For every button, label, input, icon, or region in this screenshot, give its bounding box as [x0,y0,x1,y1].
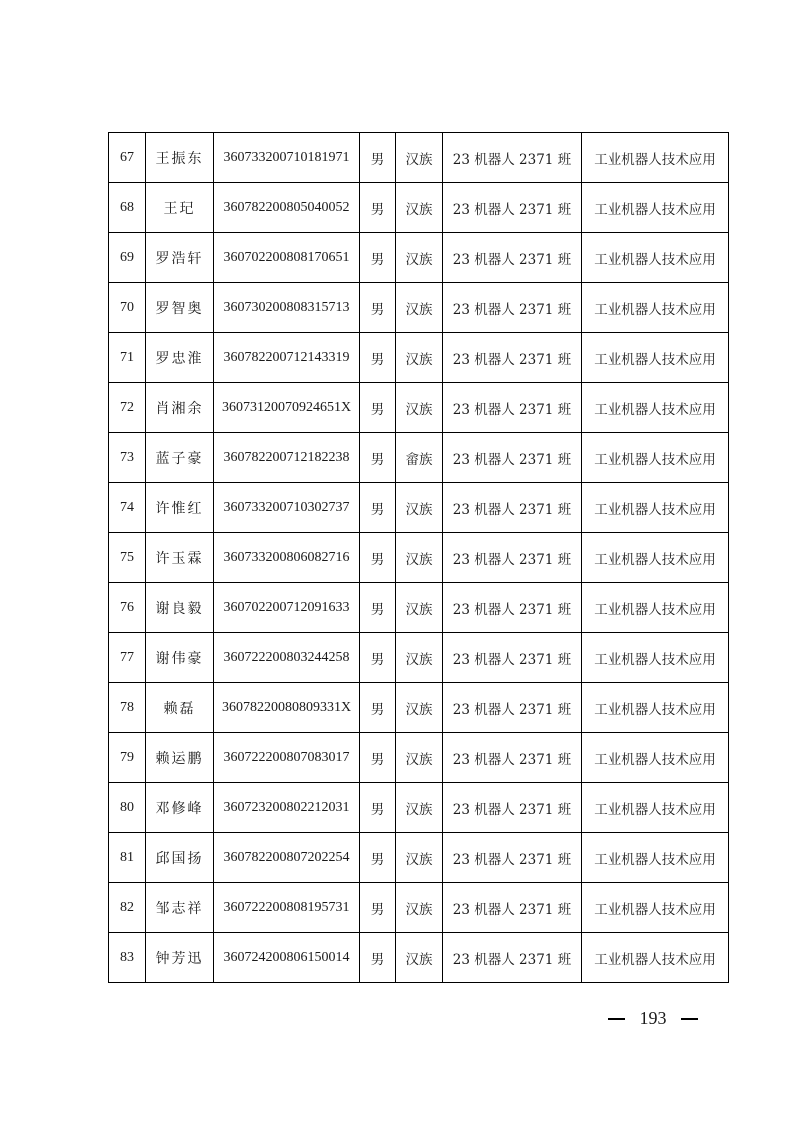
gender-cell: 男 [360,783,396,833]
table-row [109,783,729,833]
ethnicity-cell: 汉族 [396,633,443,683]
ethnicity-cell: 汉族 [396,283,443,333]
ethnicity-cell: 汉族 [396,533,443,583]
id-number-cell: 360733200710302737 [214,483,360,533]
ethnicity-cell: 汉族 [396,933,443,983]
page-footer [608,1008,698,1029]
ethnicity-cell: 汉族 [396,483,443,533]
row-number-cell: 77 [109,633,146,683]
table-row [109,683,729,733]
table-row [109,333,729,383]
table-row [109,183,729,233]
student-name-cell: 肖湘余 [146,383,214,433]
row-number-cell: 83 [109,933,146,983]
gender-cell: 男 [360,433,396,483]
major-cell: 工业机器人技术应用 [582,683,729,733]
class-name-cell: 23 机器人 2371 班 [443,533,582,583]
gender-cell: 男 [360,633,396,683]
row-number-cell: 76 [109,583,146,633]
id-number-cell: 360782200807202254 [214,833,360,883]
gender-cell: 男 [360,183,396,233]
gender-cell: 男 [360,733,396,783]
major-cell: 工业机器人技术应用 [582,233,729,283]
table-row [109,383,729,433]
class-name-cell: 23 机器人 2371 班 [443,783,582,833]
ethnicity-cell: 汉族 [396,233,443,283]
table-row [109,483,729,533]
student-name-cell: 邹志祥 [146,883,214,933]
table-row [109,633,729,683]
ethnicity-cell: 汉族 [396,383,443,433]
id-number-cell: 360702200712091633 [214,583,360,633]
student-name-cell: 罗忠淮 [146,333,214,383]
id-number-cell: 360733200710181971 [214,133,360,183]
row-number-cell: 82 [109,883,146,933]
row-number-cell: 81 [109,833,146,883]
id-number-cell: 360724200806150014 [214,933,360,983]
gender-cell: 男 [360,583,396,633]
major-cell: 工业机器人技术应用 [582,433,729,483]
gender-cell: 男 [360,883,396,933]
row-number-cell: 68 [109,183,146,233]
table-row [109,433,729,483]
major-cell: 工业机器人技术应用 [582,533,729,583]
student-name-cell: 许惟红 [146,483,214,533]
table-row [109,733,729,783]
class-name-cell: 23 机器人 2371 班 [443,733,582,783]
roster-body [109,133,729,983]
ethnicity-cell: 畲族 [396,433,443,483]
row-number-cell: 79 [109,733,146,783]
major-cell: 工业机器人技术应用 [582,783,729,833]
id-number-cell: 360733200806082716 [214,533,360,583]
row-number-cell: 78 [109,683,146,733]
id-number-cell: 360702200808170651 [214,233,360,283]
student-name-cell: 王玘 [146,183,214,233]
major-cell: 工业机器人技术应用 [582,183,729,233]
major-cell: 工业机器人技术应用 [582,333,729,383]
student-name-cell: 王振东 [146,133,214,183]
row-number-cell: 70 [109,283,146,333]
major-cell: 工业机器人技术应用 [582,283,729,333]
id-number-cell: 36078220080809331X [214,683,360,733]
gender-cell: 男 [360,233,396,283]
ethnicity-cell: 汉族 [396,333,443,383]
row-number-cell: 75 [109,533,146,583]
student-name-cell: 赖磊 [146,683,214,733]
table-row [109,583,729,633]
class-name-cell: 23 机器人 2371 班 [443,583,582,633]
class-name-cell: 23 机器人 2371 班 [443,483,582,533]
table-row [109,133,729,183]
class-name-cell: 23 机器人 2371 班 [443,333,582,383]
student-roster-table [108,132,729,983]
ethnicity-cell: 汉族 [396,733,443,783]
major-cell: 工业机器人技术应用 [582,733,729,783]
class-name-cell: 23 机器人 2371 班 [443,433,582,483]
gender-cell: 男 [360,683,396,733]
class-name-cell: 23 机器人 2371 班 [443,633,582,683]
id-number-cell: 360722200803244258 [214,633,360,683]
student-name-cell: 许玉霖 [146,533,214,583]
major-cell: 工业机器人技术应用 [582,383,729,433]
table-row [109,833,729,883]
class-name-cell: 23 机器人 2371 班 [443,183,582,233]
class-name-cell: 23 机器人 2371 班 [443,933,582,983]
gender-cell: 男 [360,283,396,333]
ethnicity-cell: 汉族 [396,833,443,883]
dash-right [681,1018,698,1020]
id-number-cell: 360722200807083017 [214,733,360,783]
student-name-cell: 罗智奥 [146,283,214,333]
row-number-cell: 74 [109,483,146,533]
class-name-cell: 23 机器人 2371 班 [443,133,582,183]
row-number-cell: 69 [109,233,146,283]
ethnicity-cell: 汉族 [396,183,443,233]
table-row [109,933,729,983]
table-row [109,883,729,933]
table-row [109,533,729,583]
class-name-cell: 23 机器人 2371 班 [443,233,582,283]
ethnicity-cell: 汉族 [396,583,443,633]
major-cell: 工业机器人技术应用 [582,833,729,883]
class-name-cell: 23 机器人 2371 班 [443,283,582,333]
student-name-cell: 蓝子豪 [146,433,214,483]
student-name-cell: 钟芳迅 [146,933,214,983]
ethnicity-cell: 汉族 [396,683,443,733]
id-number-cell: 360782200712143319 [214,333,360,383]
gender-cell: 男 [360,333,396,383]
page-number: 193 [639,1008,667,1028]
ethnicity-cell: 汉族 [396,883,443,933]
major-cell: 工业机器人技术应用 [582,483,729,533]
gender-cell: 男 [360,533,396,583]
id-number-cell: 360730200808315713 [214,283,360,333]
student-name-cell: 邱国扬 [146,833,214,883]
major-cell: 工业机器人技术应用 [582,133,729,183]
id-number-cell: 360782200712182238 [214,433,360,483]
id-number-cell: 36073120070924651X [214,383,360,433]
ethnicity-cell: 汉族 [396,783,443,833]
major-cell: 工业机器人技术应用 [582,633,729,683]
gender-cell: 男 [360,833,396,883]
major-cell: 工业机器人技术应用 [582,933,729,983]
student-name-cell: 赖运鹏 [146,733,214,783]
student-name-cell: 谢良毅 [146,583,214,633]
row-number-cell: 80 [109,783,146,833]
major-cell: 工业机器人技术应用 [582,583,729,633]
id-number-cell: 360782200805040052 [214,183,360,233]
id-number-cell: 360723200802212031 [214,783,360,833]
student-name-cell: 罗浩轩 [146,233,214,283]
row-number-cell: 71 [109,333,146,383]
dash-left [608,1018,625,1020]
ethnicity-cell: 汉族 [396,133,443,183]
student-name-cell: 谢伟豪 [146,633,214,683]
gender-cell: 男 [360,483,396,533]
class-name-cell: 23 机器人 2371 班 [443,883,582,933]
row-number-cell: 73 [109,433,146,483]
major-cell: 工业机器人技术应用 [582,883,729,933]
row-number-cell: 67 [109,133,146,183]
table-row [109,233,729,283]
class-name-cell: 23 机器人 2371 班 [443,683,582,733]
class-name-cell: 23 机器人 2371 班 [443,383,582,433]
class-name-cell: 23 机器人 2371 班 [443,833,582,883]
id-number-cell: 360722200808195731 [214,883,360,933]
gender-cell: 男 [360,383,396,433]
row-number-cell: 72 [109,383,146,433]
table-row [109,283,729,333]
gender-cell: 男 [360,133,396,183]
student-name-cell: 邓修峰 [146,783,214,833]
gender-cell: 男 [360,933,396,983]
